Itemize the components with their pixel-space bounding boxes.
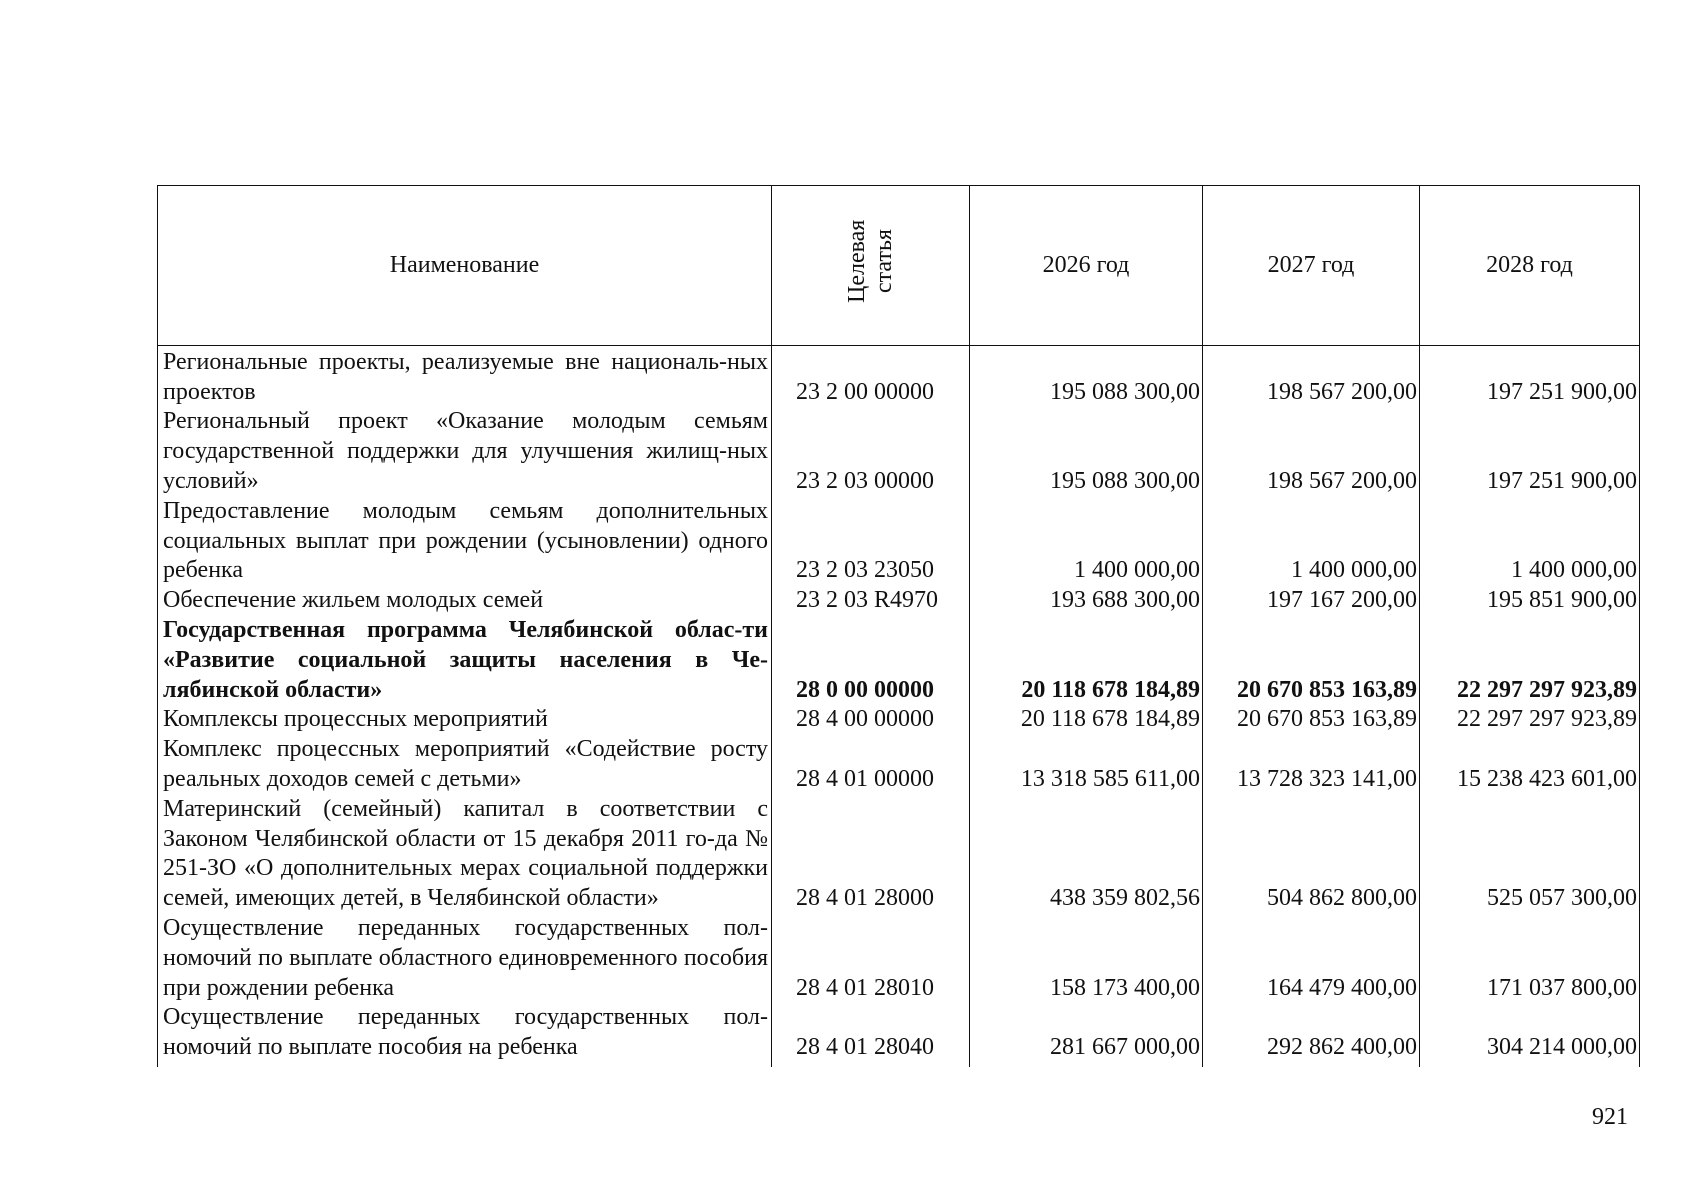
row-2028: 304 214 000,00	[1420, 1003, 1640, 1067]
table-row	[158, 586, 1640, 616]
row-2028: 195 851 900,00	[1420, 586, 1640, 616]
row-2026: 20 118 678 184,89	[970, 616, 1203, 705]
row-name: Региональный проект «Оказание молодым семьям государственной поддержки для улучшения жилищ-ных условий»	[158, 407, 772, 496]
row-name: Материнский (семейный) капитал в соответствии с Законом Челябинской области от 15 декабря 2011 го-да № 251-ЗО «О дополнительных мерах социальной поддержки семей, имеющих детей, в Челябинской области»	[158, 795, 772, 914]
row-2027: 20 670 853 163,89	[1203, 705, 1420, 735]
table-row	[158, 735, 1640, 795]
header-2027: 2027 год	[1203, 186, 1420, 346]
row-code: 23 2 03 23050	[772, 497, 970, 586]
table-row	[158, 407, 1640, 496]
row-code: 23 2 03 R4970	[772, 586, 970, 616]
row-2028: 525 057 300,00	[1420, 795, 1640, 914]
row-2026: 195 088 300,00	[970, 345, 1203, 407]
row-2026: 13 318 585 611,00	[970, 735, 1203, 795]
row-code: 28 0 00 00000	[772, 616, 970, 705]
table-row	[158, 497, 1640, 586]
header-2026: 2026 год	[970, 186, 1203, 346]
row-2028: 197 251 900,00	[1420, 345, 1640, 407]
row-name: Осуществление переданных государственных пол-номочий по выплате областного единовременного пособия при рождении ребенка	[158, 914, 772, 1003]
header-code	[772, 186, 970, 346]
row-2027: 13 728 323 141,00	[1203, 735, 1420, 795]
row-2028: 171 037 800,00	[1420, 914, 1640, 1003]
row-2027: 1 400 000,00	[1203, 497, 1420, 586]
row-2028: 1 400 000,00	[1420, 497, 1640, 586]
row-name: Региональные проекты, реализуемые вне националь-ных проектов	[158, 345, 772, 407]
row-code: 23 2 00 00000	[772, 345, 970, 407]
row-2026: 438 359 802,56	[970, 795, 1203, 914]
budget-table	[157, 185, 1640, 1067]
row-code: 28 4 01 28010	[772, 914, 970, 1003]
row-2027: 198 567 200,00	[1203, 407, 1420, 496]
row-2026: 195 088 300,00	[970, 407, 1203, 496]
row-name: Осуществление переданных государственных пол-номочий по выплате пособия на ребенка	[158, 1003, 772, 1067]
table-row	[158, 705, 1640, 735]
header-2028: 2028 год	[1420, 186, 1640, 346]
row-code: 23 2 03 00000	[772, 407, 970, 496]
row-2026: 1 400 000,00	[970, 497, 1203, 586]
page-number: 921	[1592, 1104, 1628, 1130]
row-2026: 281 667 000,00	[970, 1003, 1203, 1067]
row-code: 28 4 00 00000	[772, 705, 970, 735]
row-2028: 197 251 900,00	[1420, 407, 1640, 496]
row-2026: 20 118 678 184,89	[970, 705, 1203, 735]
row-2027: 198 567 200,00	[1203, 345, 1420, 407]
row-code: 28 4 01 00000	[772, 735, 970, 795]
row-2028: 22 297 297 923,89	[1420, 705, 1640, 735]
table-row	[158, 1003, 1640, 1067]
header-code-label: Целевая статья	[843, 219, 897, 303]
row-2027: 20 670 853 163,89	[1203, 616, 1420, 705]
row-2027: 164 479 400,00	[1203, 914, 1420, 1003]
row-2026: 158 173 400,00	[970, 914, 1203, 1003]
row-name: Комплексы процессных мероприятий	[158, 705, 772, 735]
row-2028: 15 238 423 601,00	[1420, 735, 1640, 795]
table-row	[158, 795, 1640, 914]
row-2028: 22 297 297 923,89	[1420, 616, 1640, 705]
row-name: Обеспечение жильем молодых семей	[158, 586, 772, 616]
row-code: 28 4 01 28040	[772, 1003, 970, 1067]
table-row	[158, 914, 1640, 1003]
row-2026: 193 688 300,00	[970, 586, 1203, 616]
row-2027: 504 862 800,00	[1203, 795, 1420, 914]
row-code: 28 4 01 28000	[772, 795, 970, 914]
row-name: Государственная программа Челябинской облас-ти «Развитие социальной защиты населения в Че-лябинской области»	[158, 616, 772, 705]
table-row-program	[158, 616, 1640, 705]
row-2027: 292 862 400,00	[1203, 1003, 1420, 1067]
table-header-row	[158, 186, 1640, 346]
table-row	[158, 345, 1640, 407]
header-name: Наименование	[158, 186, 772, 346]
row-name: Предоставление молодым семьям дополнительных социальных выплат при рождении (усыновлении) одного ребенка	[158, 497, 772, 586]
row-name: Комплекс процессных мероприятий «Содействие росту реальных доходов семей с детьми»	[158, 735, 772, 795]
row-2027: 197 167 200,00	[1203, 586, 1420, 616]
